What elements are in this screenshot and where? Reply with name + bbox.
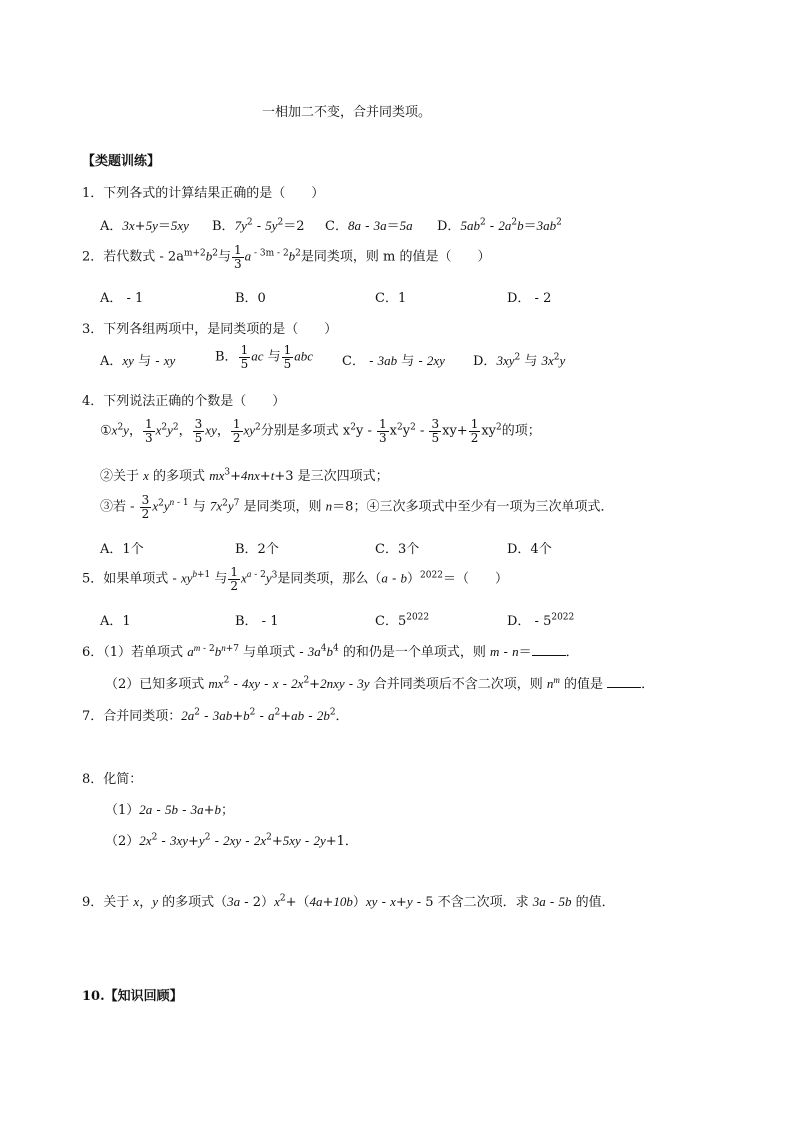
- q4-option-c: C．3个: [375, 542, 420, 557]
- q1-option-c: C．8a - 3a＝5a: [325, 218, 413, 234]
- q1-option-b: B．$7y^2 - 5y^2=2$: [212, 217, 305, 234]
- q5-option-d: D． - $5^{2022}$: [507, 612, 575, 629]
- q5-option-c: C．$5^{2022}$: [375, 612, 430, 629]
- q5-option-b: B． - 1: [235, 614, 279, 629]
- q8-stem: 8．化简：: [82, 772, 143, 787]
- q2-option-c: C．1: [375, 291, 407, 306]
- q4-option-a: A．1个: [100, 542, 144, 557]
- q6-part2: （2）已知多项式 $mx^2 - 4xy - x - 2x^2+2nxy - 3y$ 合并同类项后不含二次项，则 $n^m$ 的值是 ．: [105, 674, 655, 692]
- q1-option-d: D．$5ab^2 - 2a^2b=3ab^2$: [437, 217, 562, 234]
- q5-stem: 5．如果单项式 - $xy^{b+1}$ 与 $\frac{1}{2}$ $x^{a - 2}y^3$是同类项，那么（a - b）$^{2022}$＝（ ）: [82, 565, 508, 593]
- q4-stem: 4．下列说法正确的个数是（ ）: [82, 394, 286, 409]
- section-title: 【类题训练】: [82, 154, 161, 169]
- q6-part1: 6．（1）若单项式 $a^{m - 2}b^{n+7}$ 与单项式 - $3a^4b^4$ 的和仍是一个单项式，则 m - n＝ ．: [82, 642, 579, 660]
- q4-item2: ②关于 x 的多项式 $mx^3+4nx+t+3$ 是三次四项式；: [100, 467, 389, 484]
- q4-item1: $①x^2y$， $\frac{1}{3}$ $x^2y^2$， $\frac{3}{5}$ xy， $\frac{1}{2}$ $xy^2$分别是多项式 $x^2y$ - $\frac{1}{3}$ $x^2y^2$ - $\frac{3}{5}$ xy+ $\frac{1}{2}$ $xy^2$的项；: [100, 417, 541, 445]
- q2-stem: 2．若代数式 - $2a^{m+2}b^2$与 $\frac{1}{3}$ a $^{- 3m - 2}b^2$是同类项，则 m 的值是（ ）: [82, 243, 491, 271]
- q4-option-b: B．2个: [235, 542, 279, 557]
- q3-stem: 3．下列各组两项中，是同类项的是（ ）: [82, 322, 338, 337]
- q1-option-a: A．3x+5y＝5xy: [100, 218, 189, 234]
- q2-option-a: A． - 1: [100, 291, 144, 306]
- q3-option-c: C． - 3ab 与 - 2xy: [342, 353, 445, 369]
- q4-item3: ③若 - $\frac{3}{2}$ $x^2y^{n - 1}$ 与 $7x^2y^7$ 是同类项，则 n＝8；④三次多项式中至少有一项为三次单项式．: [100, 493, 614, 521]
- q3-option-a: A．xy 与 - xy: [100, 353, 176, 369]
- q5-option-a: A．1: [100, 614, 131, 629]
- q2-option-b: B．0: [235, 291, 266, 306]
- q2-fraction: $\frac{1}{3}$: [234, 243, 242, 271]
- header-line: 一相加二不变，合并同类项。: [262, 105, 432, 120]
- q1-stem: 1．下列各式的计算结果正确的是（ ）: [82, 186, 325, 201]
- q7: 7．合并同类项：$2a^2 - 3ab+b^2 - a^2+ab - 2b^2$．: [82, 707, 349, 724]
- q4-option-d: D．4个: [507, 542, 552, 557]
- q8-sub2: $(2)2x^2 - 3xy+y^2 - 2xy - 2x^2+5xy - 2y+1$．: [105, 832, 358, 849]
- q2-option-d: D． - 2: [507, 291, 552, 306]
- q10-title: 10.【知识回顾】: [82, 989, 183, 1004]
- q3-option-d: D．$3xy^2$ 与 $3x^2y$: [473, 352, 566, 369]
- q8-sub1: （1）2a - 5b - 3a+b；: [105, 802, 235, 818]
- q3-option-b: B． $\frac{1}{5}$ ac 与 $\frac{1}{5}$ abc: [215, 343, 314, 371]
- q9: 9．关于 x，y 的多项式$(3a - 2)x^2+(4a+10b)xy - x+y - 5$ 不含二次项．求 3a - 5b 的值．: [82, 893, 615, 910]
